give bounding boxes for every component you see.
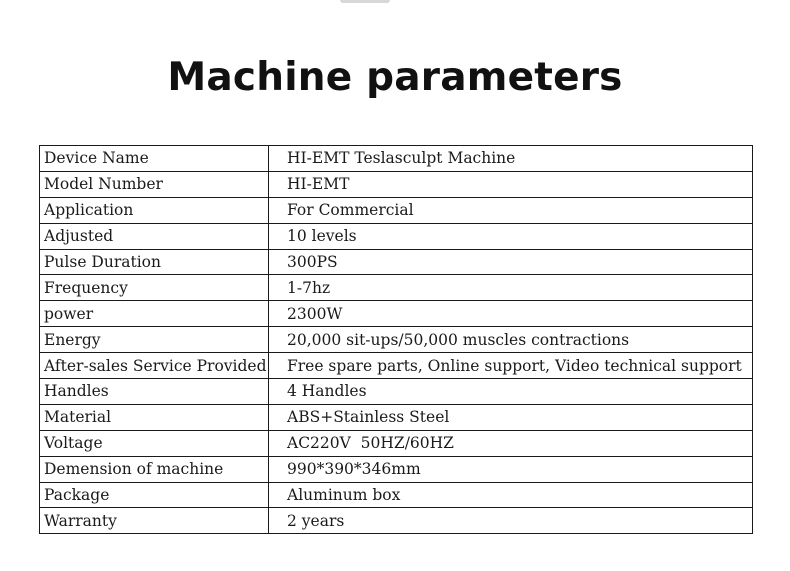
param-label-material: Material <box>40 404 269 430</box>
param-value-after-sales-service: Free spare parts, Online support, Video technical support <box>269 353 753 379</box>
table-row <box>40 249 753 275</box>
param-value-device-name: HI-EMT Teslasculpt Machine <box>269 146 753 172</box>
top-decoration <box>340 0 390 3</box>
param-value-application: For Commercial <box>269 197 753 223</box>
param-value-power: 2300W <box>269 301 753 327</box>
param-label-frequency: Frequency <box>40 275 269 301</box>
table-row <box>40 353 753 379</box>
param-value-dimension: 990*390*346mm <box>269 456 753 482</box>
param-value-warranty: 2 years <box>269 508 753 534</box>
table-row <box>40 275 753 301</box>
param-label-energy: Energy <box>40 327 269 353</box>
param-label-power: power <box>40 301 269 327</box>
table-row <box>40 456 753 482</box>
table-row <box>40 146 753 172</box>
param-label-pulse-duration: Pulse Duration <box>40 249 269 275</box>
param-value-handles: 4 Handles <box>269 379 753 405</box>
param-label-voltage: Voltage <box>40 430 269 456</box>
param-value-energy: 20,000 sit-ups/50,000 muscles contractions <box>269 327 753 353</box>
table-row <box>40 223 753 249</box>
param-value-voltage: AC220V 50HZ/60HZ <box>269 430 753 456</box>
param-label-warranty: Warranty <box>40 508 269 534</box>
param-value-adjusted: 10 levels <box>269 223 753 249</box>
param-value-package: Aluminum box <box>269 482 753 508</box>
param-label-after-sales-service: After-sales Service Provided <box>40 353 269 379</box>
param-value-material: ABS+Stainless Steel <box>269 404 753 430</box>
page-title: Machine parameters <box>167 55 623 100</box>
param-label-dimension: Demension of machine <box>40 456 269 482</box>
param-label-model-number: Model Number <box>40 171 269 197</box>
table-row <box>40 430 753 456</box>
param-label-device-name: Device Name <box>40 146 269 172</box>
table-row <box>40 379 753 405</box>
table-row <box>40 482 753 508</box>
param-label-package: Package <box>40 482 269 508</box>
param-label-handles: Handles <box>40 379 269 405</box>
table-row <box>40 171 753 197</box>
param-value-model-number: HI-EMT <box>269 171 753 197</box>
table-row <box>40 508 753 534</box>
param-label-adjusted: Adjusted <box>40 223 269 249</box>
table-row <box>40 404 753 430</box>
param-value-frequency: 1-7hz <box>269 275 753 301</box>
table-row <box>40 197 753 223</box>
table-row <box>40 301 753 327</box>
param-label-application: Application <box>40 197 269 223</box>
parameters-table <box>39 145 753 534</box>
table-row <box>40 327 753 353</box>
param-value-pulse-duration: 300PS <box>269 249 753 275</box>
